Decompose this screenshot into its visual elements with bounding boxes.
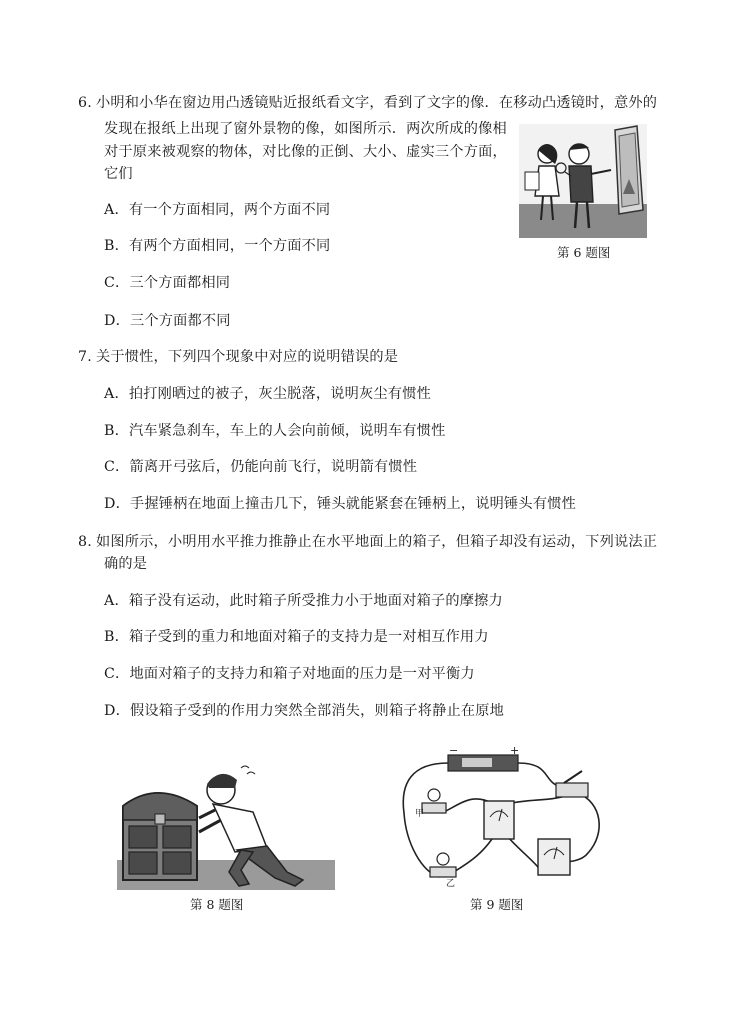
q8-line-1: 如图所示，小明用水平推力推静止在水平地面上的箱子，但箱子却没有运动，下列说法正 xyxy=(96,534,658,550)
q6-option-c: C．三个方面都相同 xyxy=(104,275,231,291)
q7-option-d: D．手握锤柄在地面上撞击几下，锤头就能紧套在锤柄上，说明锤头有惯性 xyxy=(104,496,576,512)
q6-line-2: 发现在报纸上出现了窗外景物的像，如图所示．两次所成的像相 xyxy=(104,121,507,137)
q7-number: 7. xyxy=(78,349,92,365)
q7-option-b: B．汽车紧急刹车，车上的人会向前倾，说明车有惯性 xyxy=(104,423,446,439)
q8-option-b: B．箱子受到的重力和地面对箱子的支持力是一对相互作用力 xyxy=(104,629,489,645)
q8-figure xyxy=(117,760,335,890)
q6-option-d: D．三个方面都不同 xyxy=(104,313,231,329)
q8-line-2: 确的是 xyxy=(104,556,148,572)
q8-illustration xyxy=(117,760,335,890)
q7-option-a: A．拍打刚晒过的被子，灰尘脱落，说明灰尘有惯性 xyxy=(104,386,431,402)
bulb-yi-label: 乙 xyxy=(446,879,456,889)
q6-figure-caption: 第 6 题图 xyxy=(557,245,611,260)
battery-plus-label: + xyxy=(510,744,520,757)
q6-option-b: B．有两个方面相同，一个方面不同 xyxy=(104,238,331,254)
q9-circuit-illustration xyxy=(392,743,610,893)
q8-option-c: C．地面对箱子的支持力和箱子对地面的压力是一对平衡力 xyxy=(104,666,475,682)
q6-option-a: A．有一个方面相同，两个方面不同 xyxy=(104,202,331,218)
q6-figure xyxy=(519,124,647,238)
q6-number: 6. xyxy=(78,95,92,111)
q6-line-3: 对于原来被观察的物体，对比像的正倒、大小、虚实三个方面， xyxy=(104,144,507,160)
q6-illustration xyxy=(519,124,647,238)
battery-minus-label: − xyxy=(449,744,459,757)
q8-figure-caption: 第 8 题图 xyxy=(190,897,244,912)
q8-option-a: A．箱子没有运动，此时箱子所受推力小于地面对箱子的摩擦力 xyxy=(104,593,503,609)
q8-option-d: D．假设箱子受到的作用力突然全部消失，则箱子将静止在原地 xyxy=(104,703,505,719)
q8-number: 8. xyxy=(78,534,92,550)
q7-option-c: C．箭离开弓弦后，仍能向前飞行，说明箭有惯性 xyxy=(104,459,418,475)
q7-line-1: 关于惯性，下列四个现象中对应的说明错误的是 xyxy=(96,349,399,365)
q9-figure xyxy=(392,743,610,893)
q9-figure-caption: 第 9 题图 xyxy=(470,897,524,912)
q6-line-4: 它们 xyxy=(104,166,133,182)
bulb-jia-label: 甲 xyxy=(415,809,425,819)
q6-line-1: 小明和小华在窗边用凸透镜贴近报纸看文字，看到了文字的像．在移动凸透镜时，意外的 xyxy=(96,95,658,111)
